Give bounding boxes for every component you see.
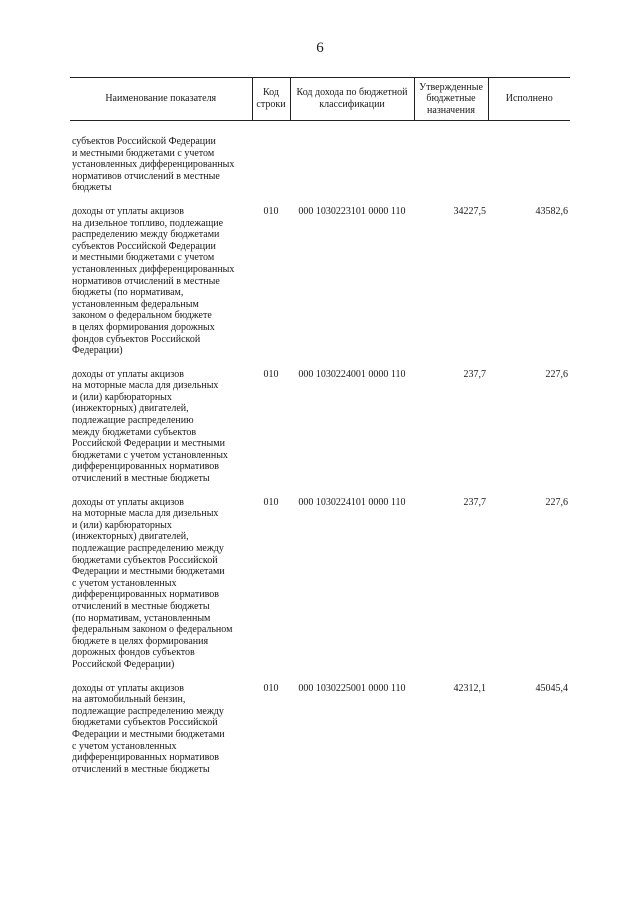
page-number: 6 — [316, 40, 324, 56]
table-row — [70, 369, 570, 497]
table-header — [70, 78, 570, 121]
row-name: доходы от уплаты акцизов на автомобильный бензин, подлежащие распределению между бюджетами субъектов Российской Федерации и местными бюджетами с учетом установленных дифференцированных нормативов отчислений в местные бюджеты — [72, 682, 225, 775]
row-line-code: 010 — [263, 205, 279, 217]
row-approved — [414, 121, 488, 206]
row-approved: 237,7 — [463, 496, 486, 508]
row-income-code: 000 1030224101 0000 110 — [298, 496, 406, 508]
table-row — [70, 121, 570, 206]
row-name: доходы от уплаты акцизов на моторные масла для дизельных и (или) карбюраторных (инжекторных) двигателей, подлежащие распределению между бюджетами субъектов Российской Федерации и местными бюджетами с учетом установленных дифференцированных нормативов отчислений в местные бюджеты — [72, 368, 228, 485]
row-name: доходы от уплаты акцизов на моторные масла для дизельных и (или) карбюраторных (инжекторных) двигателей, подлежащие распределению между бюджетами субъектов Российской Федерации и местными бюджетами с учетом установленных дифференцированных нормативов отчислений в местные бюджеты (по нормативам, установленным федеральным законом о федеральном бюджете в целях формирования дорожных фондов субъектов Российской Федерации) — [72, 496, 233, 670]
row-approved: 237,7 — [463, 368, 486, 380]
row-income-code: 000 1030225001 0000 110 — [298, 682, 406, 694]
row-name: доходы от уплаты акцизов на дизельное топливо, подлежащие распределению между бюджетами субъектов Российской Федерации и местными бюджетами с учетом установленных дифференцированных нормативов отчислений в местные бюджеты (по нормативам, установленным федеральным законом о федеральном бюджете в целях формирования дорожных фондов субъектов Российской Федерации) — [72, 205, 235, 357]
row-approved: 42312,1 — [453, 682, 486, 694]
row-approved: 34227,5 — [453, 205, 486, 217]
row-line-code: 010 — [263, 368, 279, 380]
row-executed: 45045,4 — [535, 682, 568, 694]
row-line-code: 010 — [263, 682, 279, 694]
table-row — [70, 497, 570, 683]
header-approved: Утвержденные бюджетные назначения — [414, 78, 488, 121]
row-executed — [488, 121, 570, 206]
row-executed: 43582,6 — [535, 205, 568, 217]
row-income-code: 000 1030223101 0000 110 — [298, 205, 406, 217]
table-row — [70, 206, 570, 369]
row-executed: 227,6 — [545, 496, 568, 508]
header-income-code: Код дохода по бюджетной классификации — [290, 78, 414, 121]
row-executed: 227,6 — [545, 368, 568, 380]
header-name: Наименование показателя — [70, 78, 252, 121]
budget-table — [70, 77, 570, 787]
row-name: субъектов Российской Федерации и местными бюджетами с учетом установленных дифференцированных нормативов отчислений в местные бюджеты — [72, 136, 235, 194]
row-income-code — [290, 121, 414, 206]
row-line-code — [252, 121, 290, 206]
row-line-code: 010 — [263, 496, 279, 508]
table-row — [70, 683, 570, 788]
header-line-code: Код строки — [252, 78, 290, 121]
row-income-code: 000 1030224001 0000 110 — [298, 368, 406, 380]
header-executed: Исполнено — [488, 78, 570, 121]
